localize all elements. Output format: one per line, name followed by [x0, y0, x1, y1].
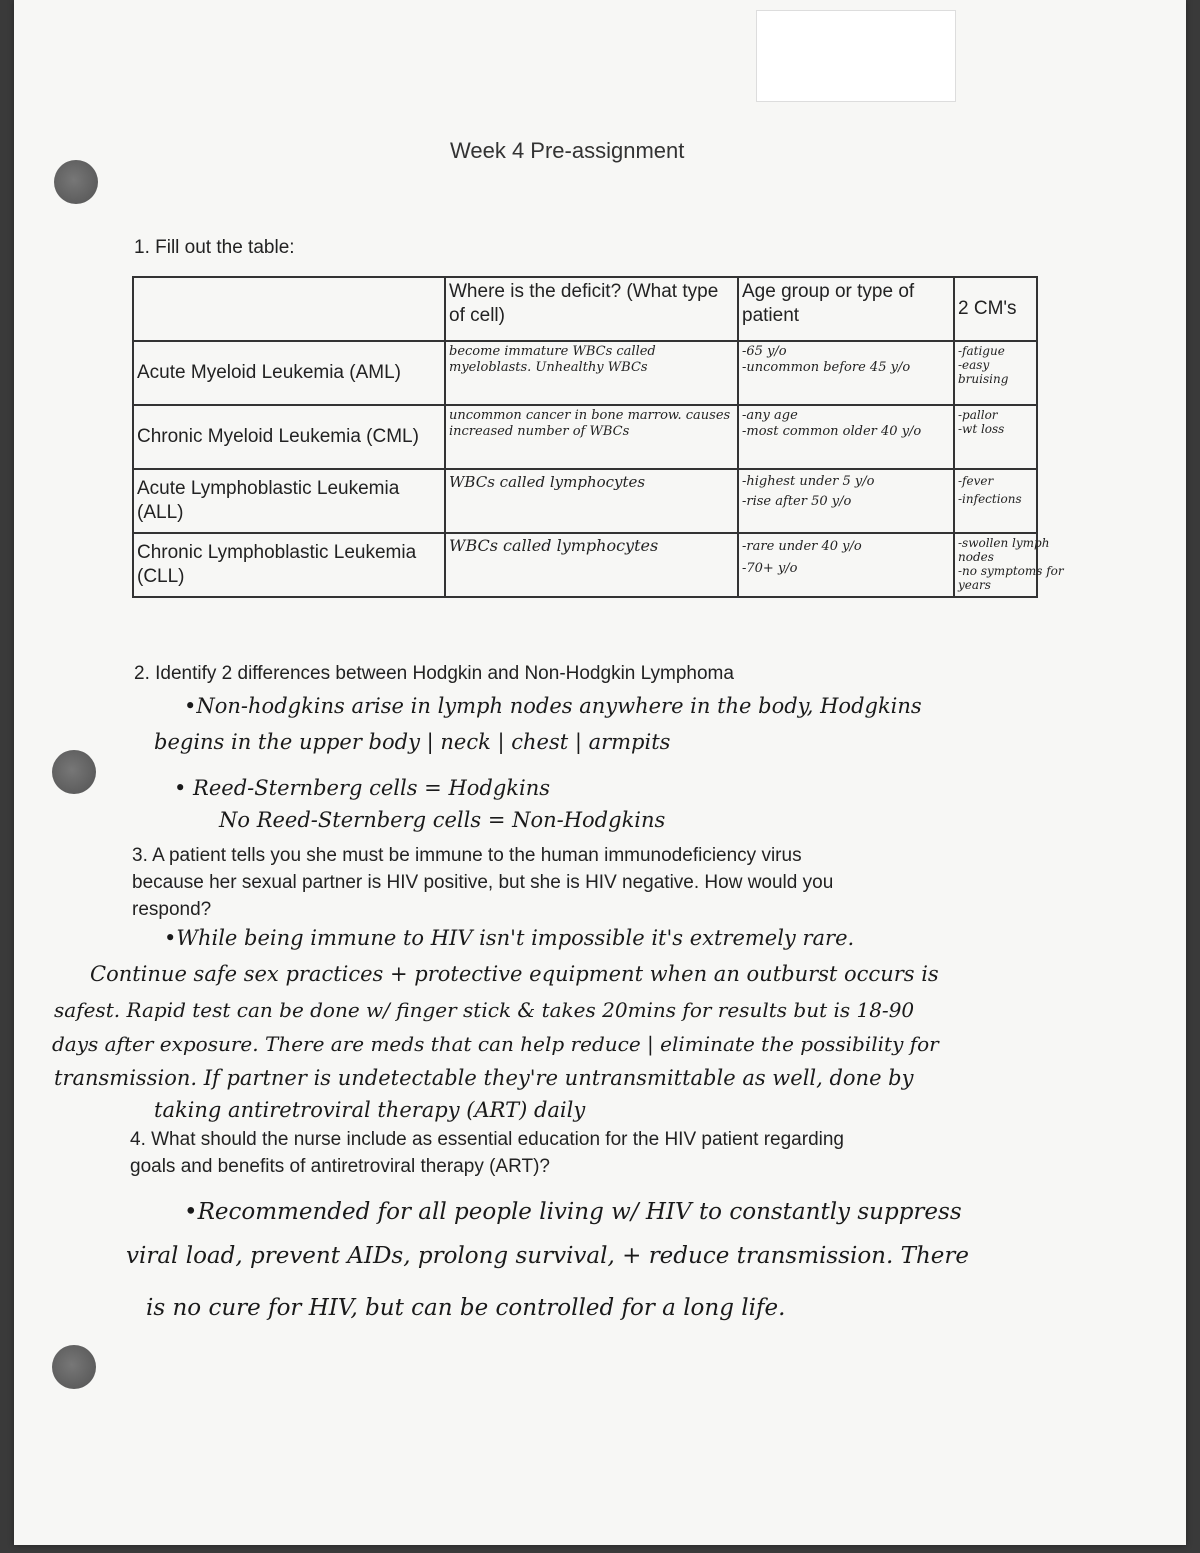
table-header-row [133, 277, 1037, 341]
q4-prompt-line: 4. What should the nurse include as essential education for the HIV patient regarding [130, 1129, 844, 1150]
header-cell-blank [133, 277, 445, 341]
age-cell: -highest under 5 y/o -rise after 50 y/o [738, 469, 954, 533]
worksheet-page [14, 0, 1186, 1545]
table-row [133, 405, 1037, 469]
q3-answer-line: Continue safe sex practices + protective equipment when an outburst occurs is [90, 962, 939, 986]
q3-answer-line: •While being immune to HIV isn't impossible it's extremely rare. [164, 926, 855, 950]
q4-answer-line: is no cure for HIV, but can be controlled for a long life. [146, 1295, 786, 1321]
row-name-cell: Acute Lymphoblastic Leukemia (ALL) [133, 469, 445, 533]
table-row [133, 469, 1037, 533]
q2-answer-line: begins in the upper body | neck | chest | armpits [154, 730, 671, 754]
cms-cell: -swollen lymph nodes -no symptoms for years [954, 533, 1037, 597]
punch-hole-top [54, 160, 98, 204]
row-name-cell: Chronic Myeloid Leukemia (CML) [133, 405, 445, 469]
table-row [133, 341, 1037, 405]
q3-prompt-line: because her sexual partner is HIV positive, but she is HIV negative. How would you [132, 872, 834, 893]
q3-answer-line: days after exposure. There are meds that can help reduce | eliminate the possibility for [52, 1032, 939, 1056]
q3-prompt-line: respond? [132, 899, 212, 920]
header-cell-cms: 2 CM's [954, 277, 1037, 341]
row-name-cell: Acute Myeloid Leukemia (AML) [133, 341, 445, 405]
age-cell: -rare under 40 y/o -70+ y/o [738, 533, 954, 597]
cms-cell: -fever -infections [954, 469, 1037, 533]
cms-cell: -pallor -wt loss [954, 405, 1037, 469]
q4-answer-line: •Recommended for all people living w/ HIV to constantly suppress [184, 1199, 962, 1225]
q1-prompt: 1. Fill out the table: [134, 237, 295, 258]
q2-answer-line: No Reed-Sternberg cells = Non-Hodgkins [219, 808, 666, 832]
q4-prompt-line: goals and benefits of antiretroviral therapy (ART)? [130, 1156, 550, 1177]
header-cell-deficit: Where is the deficit? (What type of cell) [445, 277, 738, 341]
q3-answer-line: taking antiretroviral therapy (ART) daily [154, 1098, 586, 1122]
q4-answer-line: viral load, prevent AIDs, prolong survival, + reduce transmission. There [126, 1243, 969, 1269]
q2-answer-line: • Reed-Sternberg cells = Hodgkins [174, 776, 551, 800]
age-cell: -any age -most common older 40 y/o [738, 405, 954, 469]
q2-prompt: 2. Identify 2 differences between Hodgkin and Non-Hodgkin Lymphoma [134, 663, 734, 684]
cms-cell: -fatigue -easy bruising [954, 341, 1037, 405]
deficit-cell: WBCs called lymphocytes [445, 469, 738, 533]
punch-hole-middle [52, 750, 96, 794]
q3-prompt-line: 3. A patient tells you she must be immune to the human immunodeficiency virus [132, 845, 802, 866]
age-cell: -65 y/o -uncommon before 45 y/o [738, 341, 954, 405]
blank-label-sticker [756, 10, 956, 102]
q3-answer-line: safest. Rapid test can be done w/ finger stick & takes 20mins for results but is 18-90 [54, 998, 915, 1022]
deficit-cell: WBCs called lymphocytes [445, 533, 738, 597]
leukemia-table [132, 276, 1064, 598]
punch-hole-bottom [52, 1345, 96, 1389]
row-name-cell: Chronic Lymphoblastic Leukemia (CLL) [133, 533, 445, 597]
table-row [133, 533, 1037, 597]
header-cell-age: Age group or type of patient [738, 277, 954, 341]
q3-answer-line: transmission. If partner is undetectable they're untransmittable as well, done by [54, 1066, 914, 1090]
page-title: Week 4 Pre-assignment [450, 138, 685, 163]
deficit-cell: become immature WBCs called myeloblasts. Unhealthy WBCs [445, 341, 738, 405]
deficit-cell: uncommon cancer in bone marrow. causes increased number of WBCs [445, 405, 738, 469]
q2-answer-line: •Non-hodgkins arise in lymph nodes anywhere in the body, Hodgkins [184, 694, 922, 718]
